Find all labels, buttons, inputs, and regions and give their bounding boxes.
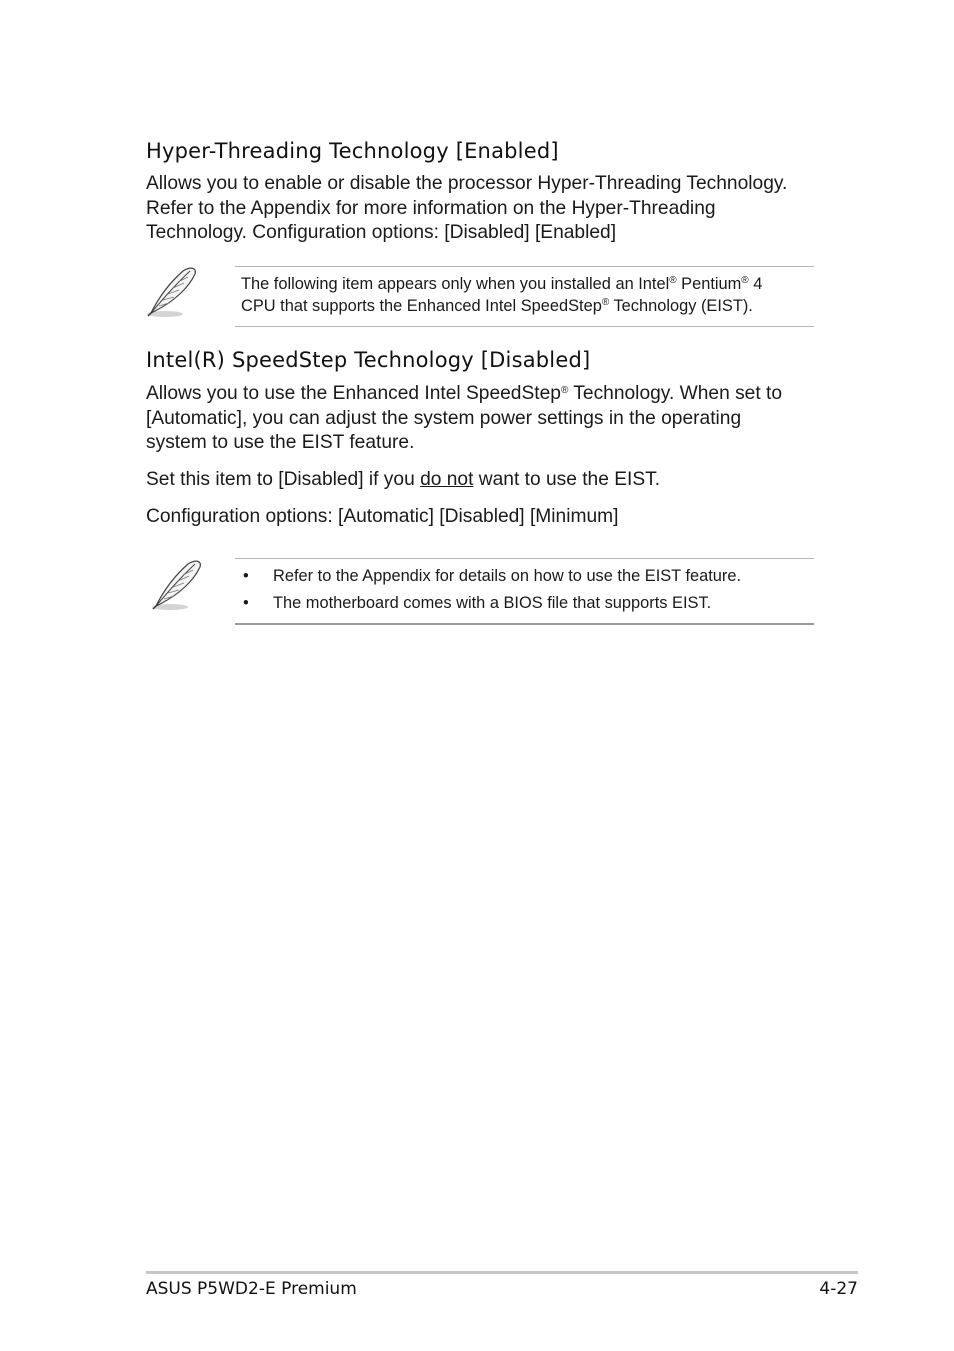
hyper-threading-description — [146, 172, 826, 246]
feather-pen-icon — [143, 263, 201, 321]
note1-text: Pentium — [676, 275, 742, 293]
note1-text: CPU that supports the Enhanced Intel SpeedStep — [241, 297, 602, 315]
speedstep-line-2: [Automatic], you can adjust the system power settings in the operating — [146, 407, 742, 429]
note1-line-1 — [241, 275, 762, 294]
hint-text: want to use the EIST. — [473, 469, 661, 490]
note1-text: The following item appears only when you installed an Intel — [241, 275, 670, 293]
registered-mark: ® — [601, 297, 610, 308]
footer-rule — [146, 1271, 858, 1274]
note2-item-1: Refer to the Appendix for details on how to use the EIST feature. — [273, 567, 742, 585]
hint-text: Set this item to [Disabled] if you — [146, 469, 421, 490]
speedstep-text: Allows you to use the Enhanced Intel SpeedStep — [146, 383, 561, 404]
section-heading-speedstep: Intel(R) SpeedStep Technology [Disabled] — [146, 348, 591, 372]
footer-product-name: ASUS P5WD2-E Premium — [146, 1279, 357, 1299]
speedstep-text: Technology. When set to — [568, 383, 783, 404]
bullet-marker: • — [243, 594, 249, 612]
note2-item-2: The motherboard comes with a BIOS file that supports EIST. — [273, 594, 712, 612]
hyper-threading-line-3: Technology. Configuration options: [Disabled] [Enabled] — [146, 222, 617, 243]
note1-text: Technology (EIST). — [609, 297, 753, 315]
hyper-threading-line-2: Refer to the Appendix for more information on the Hyper-Threading — [146, 197, 716, 219]
underlined-do-not: do not — [420, 469, 474, 490]
registered-mark: ® — [560, 385, 569, 396]
speedstep-config-options: Configuration options: [Automatic] [Disabled] [Minimum] — [146, 506, 619, 527]
feather-pen-icon — [148, 556, 206, 614]
registered-mark: ® — [741, 275, 749, 286]
note1-line-2 — [241, 297, 753, 316]
bullet-marker: • — [243, 567, 249, 585]
speedstep-disable-hint — [146, 468, 826, 493]
note-box-eist-requirement — [235, 266, 814, 327]
hyper-threading-line-1: Allows you to enable or disable the processor Hyper-Threading Technology. — [146, 173, 788, 194]
speedstep-line-3: system to use the EIST feature. — [146, 432, 415, 453]
speedstep-description — [146, 382, 826, 456]
section-heading-hyper-threading: Hyper-Threading Technology [Enabled] — [146, 139, 559, 163]
note1-text: 4 — [748, 275, 763, 293]
footer-page-number: 4-27 — [819, 1279, 858, 1299]
registered-mark: ® — [669, 275, 677, 286]
speedstep-line-1 — [146, 382, 826, 407]
note-box-eist-info — [235, 558, 814, 625]
